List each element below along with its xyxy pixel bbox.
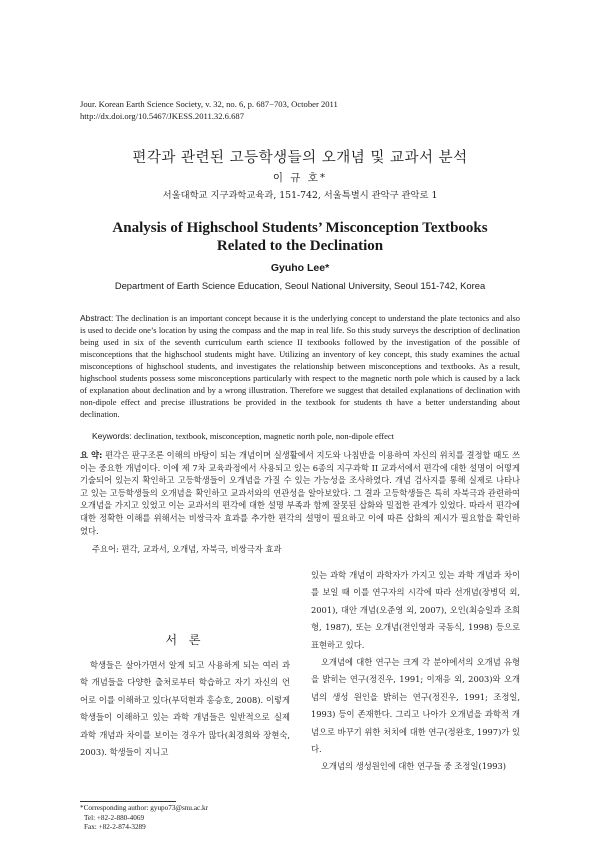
paragraph: 오개념의 생성원인에 대한 연구들 중 조정일(1993) (321, 761, 507, 772)
korean-author: 이 규 호* (272, 172, 328, 184)
paragraph: 오개념에 대한 연구는 크게 각 분야에서의 오개념 유형을 밝히는 연구(정진우, 1991; 이재응 외, 2003)와 오개념의 생성 원인을 밝히는 연구(정진우, 1991; 조정일, 1993) 등이 존재한다. 그리고 나아가 오개념을 과학적 개념으로 바꾸기 위한 처치에 대한 연구(정완호, 1997)가 있다. (311, 657, 520, 755)
footnote-tel: Tel: +82-2-880-4069 (84, 813, 145, 822)
abstract-label: Abstract: (80, 313, 114, 323)
footnote-fax: Fax: +82-2-874-3289 (84, 823, 146, 832)
korean-abstract-text: 편각은 판구조론 이해의 바탕이 되는 개념이며 실생활에서 지도와 나침반을 이용하여 자신의 위치를 결정할 때도 쓰이는 중요한 개념이다. 이에 제 7차 교육과정에서 사용되고 있는 6종의 지구과학 II 교과서에서 편각에 대한 설명이 어떻게 기술되어 있는지 확인하고 고등학생들이 오개념을 가질 수 있는 가능성을 조사하였다. 개념 검사지를 통해 실제로 나타나고 있는 고등학생들의 오개념을 확인하고 교과서와의 연관성을 알아보았다. 그 결과 고등학생들은 특히 자북극과 관련하여 오개념을 가지고 있었고 이는 교과서의 편각에 대한 설명 부족과 함께 잘못된 삽화와 밀접한 관계가 있었다. 따라서 편각에 대한 정확한 이해를 위해서는 비쌍극자 효과를 추가한 편각의 설명이 필요하고 이에 따른 삽화의 제시가 필요함을 확인하였다. (80, 450, 520, 536)
english-title (0, 219, 600, 255)
english-abstract (80, 312, 520, 420)
english-keywords (92, 431, 512, 441)
footnote-divider (80, 801, 176, 802)
left-column-text: 학생들은 살아가면서 알게 되고 사용하게 되는 여러 과학 개념들을 다양한 출처로부터 학습하고 자기 자신의 언어로 이를 이해하고 있다(부덕현과 홍승호, 2008). 이렇게 학생들이 이해하고 있는 과학 개념들은 일반적으로 실제 과학 개념과 차이를 보이는 경우가 많다(최경희와 장현숙, 2003). 학생들이 지니고 (80, 660, 290, 758)
journal-citation (80, 98, 338, 122)
keywords-text: declination, textbook, misconception, magnetic north pole, non-dipole effect (131, 431, 395, 441)
section-heading: 서 론 (165, 633, 205, 647)
footnote (80, 804, 208, 833)
english-title-line1: Analysis of Highschool Students’ Misconception Textbooks (112, 220, 488, 236)
keywords-label: Keywords: (92, 431, 132, 441)
footnote-email: *Corresponding author: gyupo73@snu.ac.kr (80, 804, 208, 812)
english-title-line2: Related to the Declination (216, 238, 384, 254)
korean-abstract-label: 요 약: (80, 450, 103, 460)
korean-keywords: 주요어: 편각, 교과서, 오개념, 자북극, 비쌍극자 효과 (92, 544, 282, 554)
right-column (311, 567, 520, 776)
korean-affiliation: 서울대학교 지구과학교육과, 151-742, 서울특별시 관악구 관악로 1 (162, 190, 438, 201)
english-author: Gyuho Lee* (270, 262, 330, 274)
english-affiliation: Department of Earth Science Education, Seoul National University, Seoul 151-742, Korea (114, 280, 486, 291)
abstract-text: The declination is an important concept because it is the underlying concept to understand the plate tectonics and also is used to decide one’s location by using the compass and the map in real life. So this study surveys the description of declination being used in six of the seventh curriculum earth science II textbooks followed by the investigation of the possible of misconceptions that the highschool students might have. Utilizing an inventory of key concept, this study examines the actual misconceptions of highschool students, and investigates the relationship between misconceptions and textbooks. As a result, highschool students possess some misconceptions particularly with respect to the magnetic north pole which is caused by a lack of explanation about declination and by a wrong illustration. Therefore we suggest that detailed explanations of declination with non-dipole effect and precise illustrations be provided in the textbook for students th have a better understanding about declination. (80, 313, 520, 420)
korean-title: 편각과 관련된 고등학생들의 오개념 및 교과서 분석 (132, 150, 468, 166)
korean-abstract (80, 449, 520, 537)
journal-line: Jour. Korean Earth Science Society, v. 32, no. 6, p. 687−703, October 2011 (80, 99, 338, 109)
paragraph: 있는 과학 개념이 과학자가 가지고 있는 과학 개념과 차이를 보일 때 이를 연구자의 시각에 따라 선개념(장병덕 외, 2001), 대안 개념(오준영 외, 2007), 오인(최승일과 조희형, 1987), 또는 오개념(전인영과 국동식, 1998) 등으로 표현하고 있다. (311, 570, 520, 650)
doi-line[interactable]: http://dx.doi.org/10.5467/JKESS.2011.32.6.687 (80, 111, 245, 121)
